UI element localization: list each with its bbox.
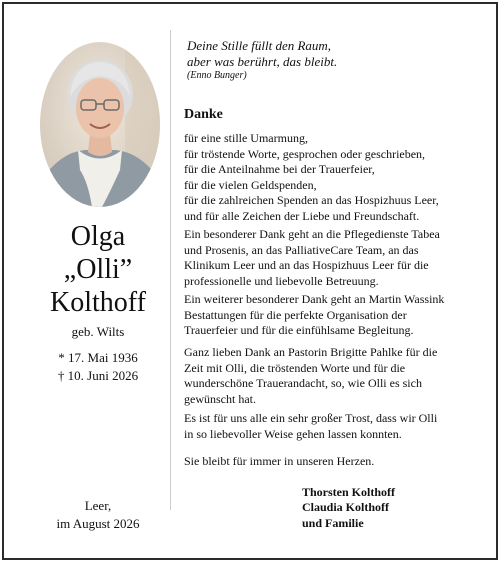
thanks-line: für eine stille Umarmung, bbox=[184, 131, 308, 145]
paragraph-line: Es ist für uns alle ein sehr großer Trost, dass wir Olli bbox=[184, 411, 438, 425]
signature-line: Thorsten Kolthoff bbox=[302, 485, 395, 499]
signature-line: Claudia Kolthoff bbox=[302, 500, 390, 514]
quote-line-1: Deine Stille füllt den Raum, bbox=[187, 38, 332, 53]
thanks-line: für die zahlreichen Spenden an das Hospizhuus Leer, bbox=[184, 193, 439, 207]
signature-line: und Familie bbox=[302, 516, 364, 530]
paragraph-line: Ein weiterer besonderer Dank geht an Martin Wassink bbox=[184, 292, 445, 306]
portrait-photo bbox=[40, 42, 160, 207]
paragraph-line: Ein besonderer Dank geht an die Pflegedienste Tabea bbox=[184, 227, 440, 241]
heading-danke: Danke bbox=[184, 107, 223, 122]
thanks-line: für die Anteilnahme bei der Trauerfeier, bbox=[184, 162, 375, 176]
place: Leer, bbox=[84, 498, 112, 513]
paragraph-line: und Prosenis, an das PalliativeCare Team, an das bbox=[184, 243, 419, 257]
nickname: „Olli” bbox=[63, 254, 133, 285]
paragraph-line: wunderschöne Trauerandacht, so, wie Olli es sich bbox=[184, 376, 422, 390]
paragraph-line: Bestattungen für die perfekte Organisation der bbox=[184, 308, 407, 322]
death-date: † 10. Juni 2026 bbox=[57, 368, 139, 383]
first-name: Olga bbox=[70, 221, 126, 252]
thanks-line: für die vielen Geldspenden, bbox=[184, 178, 317, 192]
thanks-line: für tröstende Worte, gesprochen oder geschrieben, bbox=[184, 147, 426, 161]
paragraph-line: Klinikum Leer und an das Hospizhuus Leer für die bbox=[184, 258, 429, 272]
last-name: Kolthoff bbox=[50, 287, 146, 318]
paragraph-line: professionelle und liebevolle Betreuung. bbox=[184, 274, 379, 288]
quote-line-2: aber was berührt, das bleibt. bbox=[187, 54, 338, 69]
birth-date: * 17. Mai 1936 bbox=[58, 350, 138, 365]
paragraph-line: Zeit mit Olli, die tröstenden Worte und für die bbox=[184, 361, 406, 375]
paragraph-line: Trauerfeier und für die einfühlsame Begleitung. bbox=[184, 323, 414, 337]
date: im August 2026 bbox=[56, 516, 140, 531]
maiden-name: geb. Wilts bbox=[71, 324, 125, 339]
thanks-line: und für alle Zeichen der Liebe und Freundschaft. bbox=[184, 209, 420, 223]
paragraph-line: Ganz lieben Dank an Pastorin Brigitte Pahlke für die bbox=[184, 345, 438, 359]
quote-author: (Enno Bunger) bbox=[187, 70, 247, 81]
paragraph-line: gewünscht hat. bbox=[184, 392, 256, 406]
closing-line: Sie bleibt für immer in unseren Herzen. bbox=[184, 454, 375, 468]
paragraph-line: in so liebevoller Weise gehen lassen konnten. bbox=[184, 427, 402, 441]
